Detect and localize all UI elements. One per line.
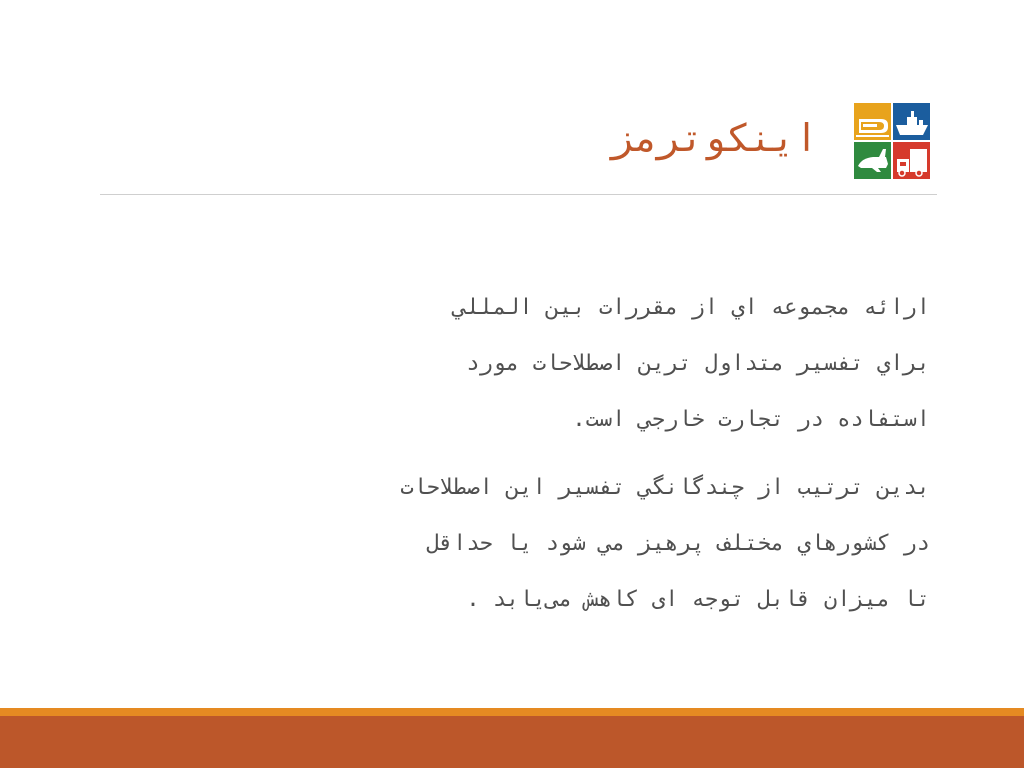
text-line: براي تفسير متداول ترين اصطلاحات مورد <box>466 351 930 376</box>
paragraph-definition <box>90 280 930 448</box>
train-icon <box>854 103 891 140</box>
plane-icon <box>854 142 891 179</box>
text-line: بدين ترتيب از چندگانگي تفسير اين اصطلاحات <box>400 475 930 500</box>
paragraph-purpose <box>90 460 930 628</box>
text-line: ارائه مجموعه اي از مقررات بين المللي <box>453 295 930 320</box>
footer-band-accent <box>0 708 1024 716</box>
text-line: استفاده در تجارت خارجي است. <box>572 407 930 432</box>
truck-icon <box>893 142 930 179</box>
title-divider <box>100 194 937 195</box>
slide-body <box>90 280 930 628</box>
text-line: در كشورهاي مختلف پرهيز مي شود يا حداقل <box>426 531 930 556</box>
transport-logo <box>853 102 931 180</box>
footer-band <box>0 716 1024 768</box>
ship-icon <box>893 103 930 140</box>
text-line: تا ميزان قابل توجه ای کاهش می‌یابد . <box>466 587 930 612</box>
slide-title: اینکوترمز <box>612 116 818 160</box>
